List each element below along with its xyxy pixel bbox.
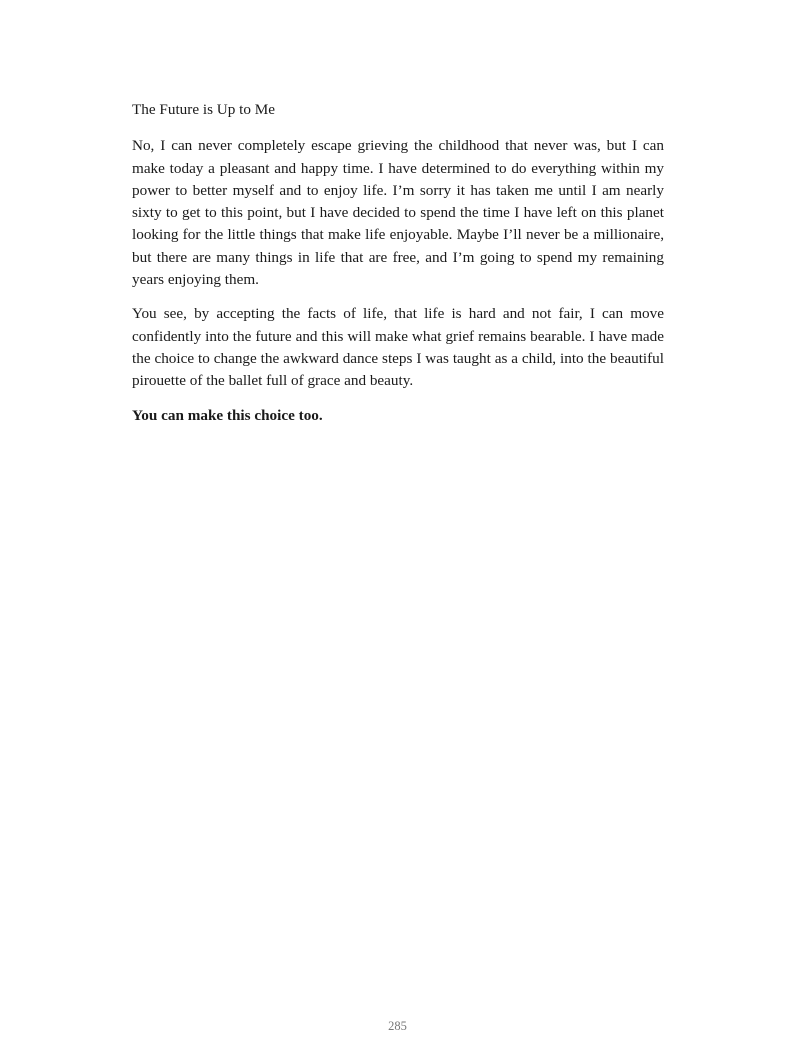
section-heading: The Future is Up to Me — [132, 101, 275, 118]
body-paragraph-1: No, I can never completely escape grieving the childhood that never was, but I can make today a pleasant and happy time. I have determined to do everything within my power to better myself and to enjoy life. I’m sorry it has taken me until I am nearly sixty to get to this point, but I have decided to spend the time I have left on this planet looking for the little things that make life enjoyable. Maybe I’ll never be a millionaire, but there are many things in life that are free, and I’m going to spend my remaining years enjoying them. — [132, 137, 664, 289]
body-paragraph-2: You see, by accepting the facts of life, that life is hard and not fair, I can move confidently into the future and this will make what grief remains bearable. I have made the choice to change the awkward dance steps I was taught as a child, into the beautiful pirouette of the ballet full of grace and beauty. — [132, 305, 664, 390]
page-number: 285 — [388, 1019, 407, 1033]
page-content — [132, 99, 664, 427]
closing-statement: You can make this choice too. — [132, 406, 323, 424]
